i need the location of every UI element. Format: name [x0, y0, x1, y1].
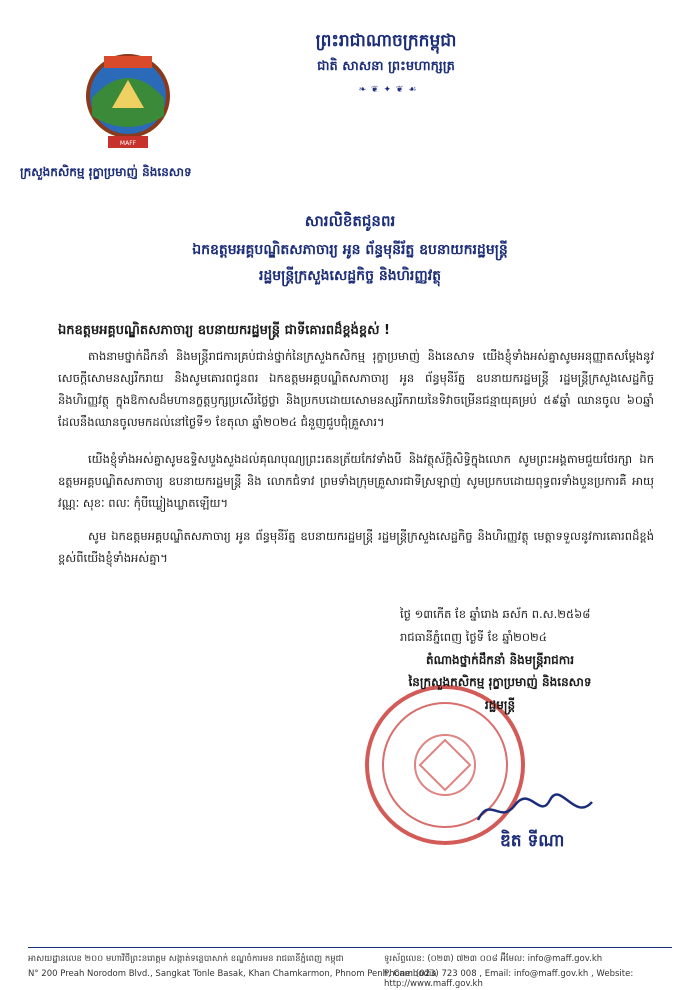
signatory-caption: តំណាងថ្នាក់ដឹកនាំ និងមន្ត្រីរាជការ	[425, 653, 575, 667]
recipient-name: ឯកឧត្តមអគ្គបណ្ឌិតសភាចារ្យ អូន ព័ន្ធមុនីរ័ត្ន ឧបនាយករដ្ឋមន្ត្រី	[192, 242, 508, 258]
body-paragraph-3: សូម ឯកឧត្តមអគ្គបណ្ឌិតសភាចារ្យ អូន ព័ន្ធមុនីរ័ត្ន ឧបនាយករដ្ឋមន្ត្រី រដ្ឋមន្ត្រីក្រសួងសេដ្ឋកិច្ច និងហិរញ្ញវត្ថុ មេត្តាទទួលនូវការគោរពដ៏ខ្ពង់ខ្ពស់ពីយើងខ្ញុំទាំងអស់គ្នា។	[58, 529, 654, 565]
footer-address-en: N° 200 Preah Norodom Blvd., Sangkat Tonle Basak, Khan Chamkarmon, Phnom Penh, Cambodia	[28, 969, 437, 979]
footer-contact-kh: ទូរស័ព្ទលេខ: (០២៣) ៧២៣ ០០៨ អ៊ីមែល: info@maff.gov.kh	[384, 954, 603, 964]
footer-address-kh: អាសយដ្ឋានលេខ ២០០ មហាវិថីព្រះនរោត្តម សង្កាត់ទន្លេបាសាក់ ខណ្ឌចំការមន រាជធានីភ្នំពេញ កម្ពុជា	[28, 954, 344, 964]
footer-divider	[28, 947, 672, 948]
body-paragraph-1: តាងនាមថ្នាក់ដឹកនាំ និងមន្ត្រីរាជការគ្រប់ជាន់ថ្នាក់នៃក្រសួងកសិកម្ម រុក្ខាប្រមាញ់ និងនេសាទ យើងខ្ញុំទាំងអស់គ្នាសូមអនុញ្ញាតសម្តែងនូវសេចក្តីសោមនស្សរីករាយ និងសូមគោរពជូនពរ ឯកឧត្តមអគ្គបណ្ឌិតសភាចារ្យ អូន ព័ន្ធមុនីរ័ត្ន ឧបនាយករដ្ឋមន្ត្រី រដ្ឋមន្ត្រីក្រសួងសេដ្ឋកិច្ច និងហិរញ្ញវត្ថុ ក្នុងឱកាសដ៏មហានក្ខត្តឫក្សប្រសើរថ្លៃថ្លា និងប្រកបដោយសោមនស្សរីករាយនៃទិវាចម្រើនជន្មាយុគម្រប់ ៥៩ឆ្នាំ ឈានចូល ៦០ឆ្នាំ ដែលនឹងឈានចូលមកដល់នៅថ្ងៃទី១ ខែតុលា ឆ្នាំ២០២៤ ជំនួញជួបជុំគ្រួសារ។	[58, 349, 654, 429]
salutation: ឯកឧត្តមអគ្គបណ្ឌិតសភាចារ្យ ឧបនាយករដ្ឋមន្ត្រី ជាទីគោរពដ៏ខ្ពង់ខ្ពស់ !	[58, 323, 390, 338]
recipient-position: រដ្ឋមន្ត្រីក្រសួងសេដ្ឋកិច្ច និងហិរញ្ញវត្ថុ	[258, 268, 442, 284]
ornament-divider: ❧ ❦ ✦ ❦ ☙	[358, 85, 418, 95]
body-paragraph-2: យើងខ្ញុំទាំងអស់គ្នាសូមឧទ្ទិសបួងសួងដល់គុណបុណ្យព្រះរតនត្រ័យកែវទាំងបី និងវត្ថុស័ក្តិសិទ្ធិក្នុងលោក សូមព្រះអង្គតាមជួយថែរក្សា ឯកឧត្តមអគ្គបណ្ឌិតសភាចារ្យ ឧបនាយករដ្ឋមន្ត្រី និង លោកជំទាវ ព្រមទាំងក្រុមគ្រួសារជាទីស្រឡាញ់ សូមប្រកបដោយពុទ្ធពរទាំងបួនប្រការគឺ អាយុ វណ្ណៈ សុខៈ ពលៈ កុំបីឃ្លៀងឃ្លាតឡើយ។	[58, 452, 654, 510]
signatory-role: រដ្ឋមន្ត្រី	[484, 698, 516, 712]
footer-contact-en: Phone: (023) 723 008 , Email: info@maff.gov.kh , Website: http://www.maff.gov.kh	[384, 969, 634, 989]
handwritten-signature	[470, 790, 600, 830]
ministry-name: ក្រសួងកសិកម្ម រុក្ខាប្រមាញ់ និងនេសាទ	[20, 165, 192, 179]
lunar-date: ថ្ងៃ ១៣កើត ខែ ឆ្នាំរោង ឆស័ក ព.ស.២៥៦៨	[400, 607, 591, 621]
kingdom-heading: ព្រះរាជាណាចក្រកម្ពុជា	[315, 31, 457, 51]
document-title: សារលិខិតជូនពរ	[304, 212, 396, 230]
signatory-name: ឌិត ទីណា	[500, 831, 565, 851]
svg-text:MAFF: MAFF	[119, 140, 137, 147]
solar-date: រាជធានីភ្នំពេញ ថ្ងៃទី ខែ ឆ្នាំ២០២៤	[400, 630, 547, 644]
signatory-ministry: នៃក្រសួងកសិកម្ម រុក្ខាប្រមាញ់ និងនេសាទ	[408, 675, 592, 689]
ministry-logo	[78, 38, 178, 158]
national-motto: ជាតិ សាសនា ព្រះមហាក្សត្រ	[317, 59, 455, 74]
